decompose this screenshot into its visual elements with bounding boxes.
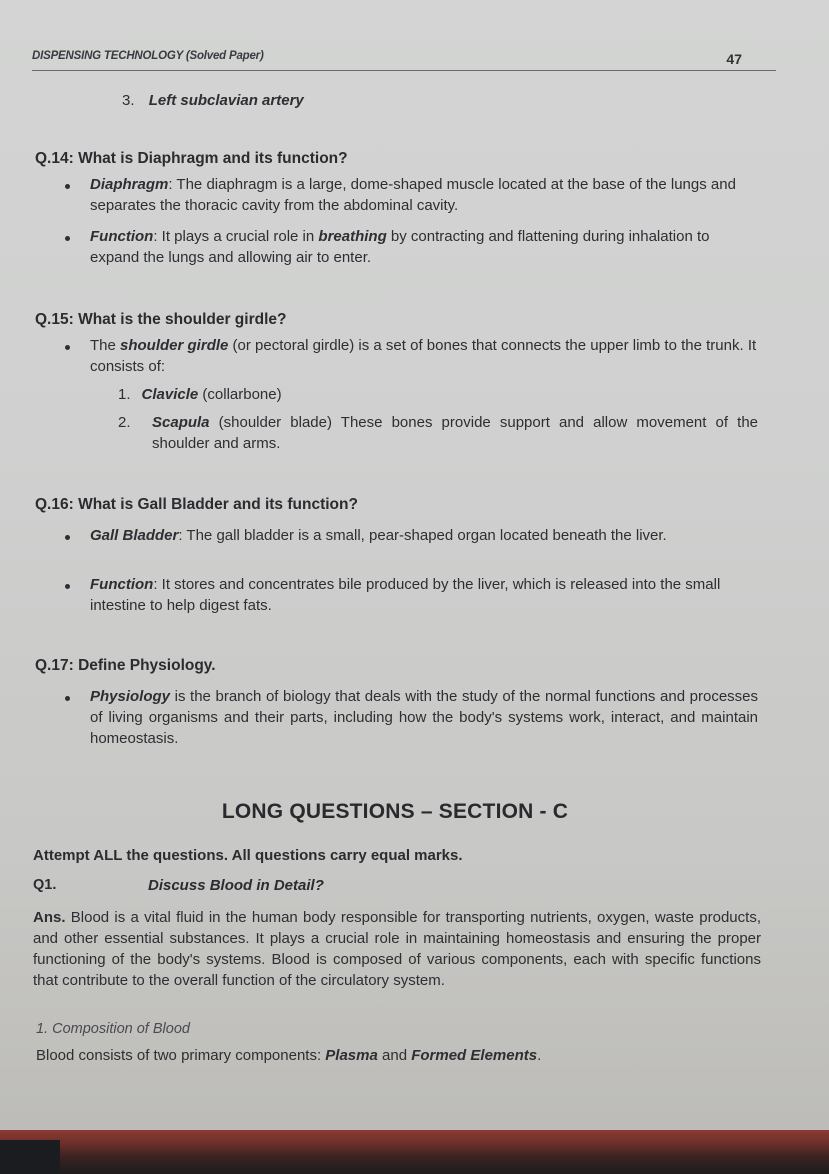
q16-text-2: : It stores and concentrates bile produced by the liver, which is released into the small intestine to help digest fats. [90,576,721,614]
question-16: Q.16: What is Gall Bladder and its function? [35,496,358,513]
bottom-dark-corner [0,1140,60,1174]
answer-label: Ans. [33,909,66,926]
section-instruction: Attempt ALL the questions. All questions carry equal marks. [33,847,463,864]
q17-text-1: is the branch of biology that deals with the study of the normal functions and processes of living organisms and their parts, including how the body's systems work, interact, and maintain homeostasis. [90,688,758,747]
q15-term-scapula: Scapula [152,414,210,431]
sub-heading-composition: 1. Composition of Blood [36,1021,190,1037]
q14-answer-1 [90,174,758,216]
q16-answer-1 [90,525,758,546]
question-14: Q.14: What is Diaphragm and its function? [35,150,348,167]
q14-term-function: Function [90,228,154,245]
composition-text-b: and [377,1047,412,1064]
question-17: Q.17: Define Physiology. [35,657,216,674]
q14-text-2a: : It plays a crucial role in [153,228,319,245]
running-title: DISPENSING TECHNOLOGY (Solved Paper) [32,50,264,62]
q15-text-1a: The [90,337,121,354]
q14-term-diaphragm: Diaphragm [90,176,169,193]
q15-answer-1 [90,335,758,377]
question-15: Q.15: What is the shoulder girdle? [35,311,287,328]
q16-answer-2 [90,574,758,616]
bullet-icon [65,584,70,589]
q15-list-text-1: (collarbone) [198,386,282,403]
bullet-icon [65,345,70,350]
composition-text-c: . [537,1047,542,1064]
q15-list-num-1: 1. [118,386,131,403]
long-question-number: Q1. [33,877,57,893]
q15-list-num-2: 2. [118,414,131,431]
q16-term-function: Function [90,576,154,593]
long-question-title: Discuss Blood in Detail? [148,877,324,894]
q14-text-2b: by contracting and flattening during inhalation to expand the lungs and allowing air to enter. [90,228,710,266]
q15-list-text-2: (shoulder blade) These bones provide support and allow movement of the shoulder and arms. [152,414,758,452]
q15-list-item-1 [118,384,282,405]
page-header [32,48,776,71]
page-number: 47 [726,51,742,67]
q14-answer-2 [90,226,758,268]
q14-emph-breathing: breathing [318,228,387,245]
term-plasma: Plasma [325,1047,378,1064]
q14-text-1: : The diaphragm is a large, dome-shaped muscle located at the base of the lungs and separates the thoracic cavity from the abdominal cavity. [90,176,736,214]
q16-term-gall-bladder: Gall Bladder [90,527,179,544]
bullet-icon [65,696,70,701]
bullet-icon [65,535,70,540]
term-formed-elements: Formed Elements [411,1047,538,1064]
composition-text-a: Blood consists of two primary components: [36,1047,326,1064]
bullet-icon [65,236,70,241]
bottom-edge-band [0,1130,829,1174]
answer-text: Blood is a vital fluid in the human body responsible for transporting nutrients, oxygen, waste products, and other essential substances. It plays a crucial role in maintaining homeostasis and ensuring the proper functioning of the body's systems. Blood is composed of various components, each with specific functions that contribute to the overall function of the circulatory system. [33,909,761,989]
q15-list-item-2 [152,412,758,454]
q15-term-shoulder-girdle: shoulder girdle [120,337,229,354]
q17-answer-1 [90,686,758,749]
q15-term-clavicle: Clavicle [141,386,199,403]
section-heading: LONG QUESTIONS – SECTION - C [221,800,569,823]
prev-item-text: Left subclavian artery [148,92,304,109]
composition-text [36,1045,756,1066]
q16-text-1: : The gall bladder is a small, pear-shaped organ located beneath the liver. [178,527,667,544]
prev-item-number: 3. [122,92,135,109]
prev-list-item [122,90,304,111]
q15-text-1b: (or pectoral girdle) is a set of bones that connects the upper limb to the trunk. It consists of: [90,337,757,375]
q17-term-physiology: Physiology [90,688,171,705]
bullet-icon [65,184,70,189]
long-answer [33,907,761,991]
